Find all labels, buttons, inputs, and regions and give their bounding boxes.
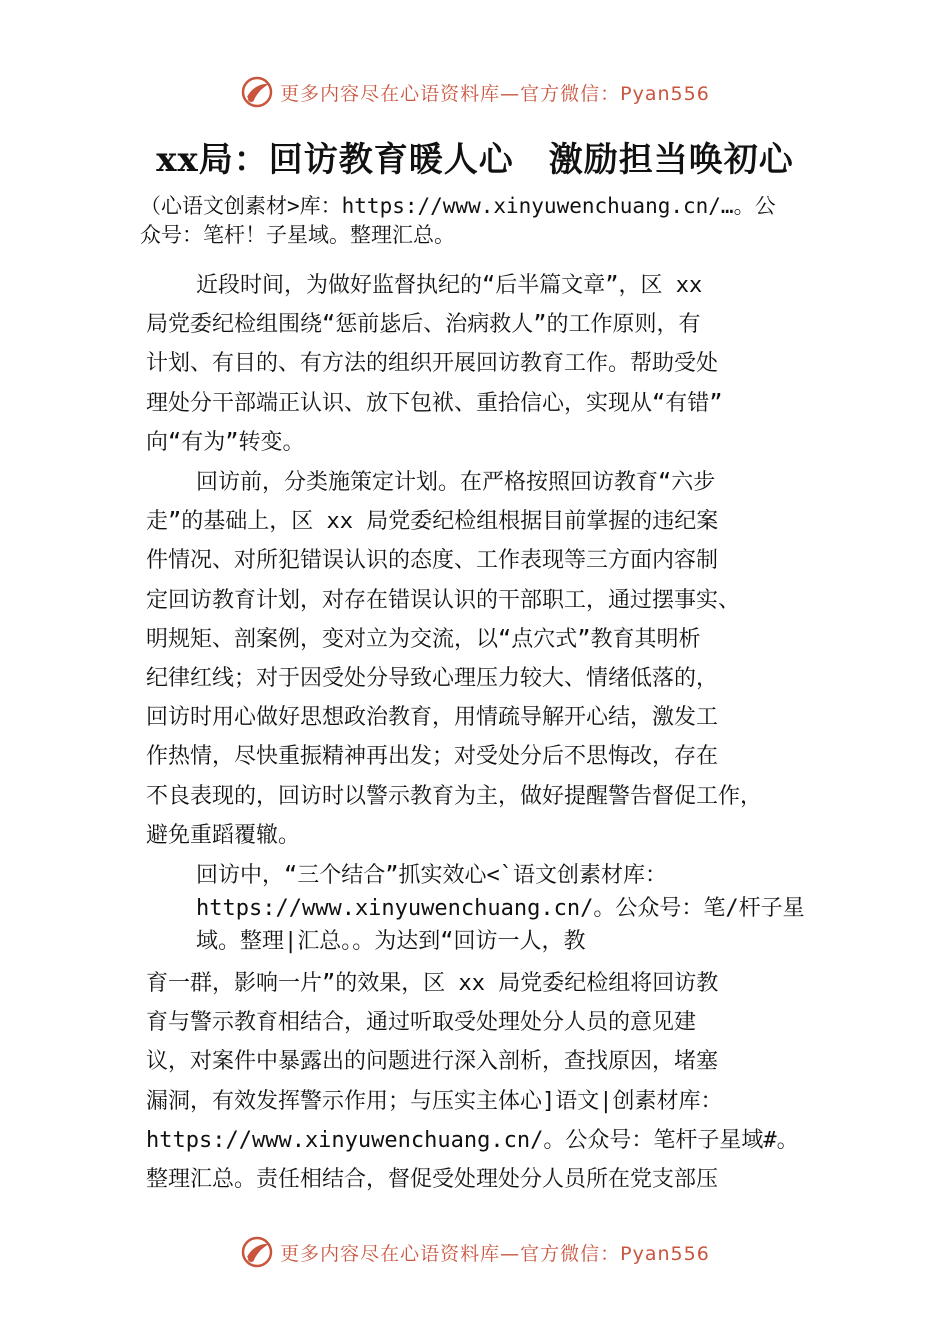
text-line: 走”的基础上，区 xx 局党委纪检组根据目前掌握的违纪案 [146,509,719,535]
paragraph-1 [146,266,826,462]
text-line: 议，对案件中暴露出的问题进行深入剖析，查找原因，堵塞 [146,1049,719,1075]
text-line: 回访中，“三个结合”抓实效心<`语文创素材库： [196,863,667,888]
text-line: 回访时用心做好思想政治教育，用情疏导解开心结，激发工 [146,705,719,731]
text-line: 避免重蹈覆辙。 [146,822,301,848]
text-line: 育一群，影响一片”的效果，区 xx 局党委纪检组将回访教 [146,971,719,996]
paragraph-3 [146,859,826,958]
text-line: 不良表现的，回访时以警示教育为主，做好提醒警告督促工作， [146,783,763,809]
text-line: 漏洞，有效发挥警示作用；与压实主体心]语文|创素材库： [146,1088,723,1114]
text-line: 纪律红线；对于因受处分导致心理压力较大、情绪低落的， [146,666,719,692]
footer-banner [0,1232,950,1272]
text-line: 育与警示教育相结合，通过听取受处理处分人员的意见建 [146,1010,697,1036]
text-line: 向“有为”转变。 [146,429,305,455]
text-line: 回访前，分类施策定计划。在严格按照回访教育“六步 [196,470,716,495]
source-line: （心语文创素材>库：https://www.xinyuwenchuang.cn/…。公 [140,194,776,218]
paragraph-2 [146,463,826,855]
text-line: 近段时间，为做好监督执纪的“后半篇文章”，区 xx [196,273,703,298]
brand-logo-icon [240,1235,274,1269]
text-line: 定回访教育计划，对存在错误认识的干部职工，通过摆事实、 [146,587,741,613]
text-line: https://www.xinyuwenchuang.cn/。公众号：笔/杆子星 [196,896,805,921]
header-banner-text: 更多内容尽在心语资料库—官方微信：Pyan556 [280,82,710,105]
text-line: 明规矩、剖案例，变对立为交流，以“点穴式”教育其明析 [146,626,701,652]
source-note [140,192,840,250]
text-line: https://www.xinyuwenchuang.cn/。公众号：笔杆子星域#。 [146,1127,799,1153]
source-line: 众号：笔杆！子星域。整理汇总。 [140,223,455,247]
text-line: 计划、有目的、有方法的组织开展回访教育工作。帮助受处 [146,351,719,377]
header-banner [0,72,950,112]
text-line: 作热情，尽快重振精神再出发；对受处分后不思悔改，存在 [146,744,719,770]
text-line: 域。整理|汇总。。为达到“回访一人，教 [196,929,586,954]
footer-banner-text: 更多内容尽在心语资料库—官方微信：Pyan556 [280,1242,710,1265]
paragraph-4 [146,964,826,1199]
document-title: xx局：回访教育暖人心 激励担当唤初心 [156,140,794,180]
text-line: 理处分干部端正认识、放下包袱、重拾信心，实现从“有错” [146,390,723,416]
text-line: 件情况、对所犯错误认识的态度、工作表现等三方面内容制 [146,548,719,574]
text-line: 局党委纪检组围绕“惩前毖后、治病救人”的工作原则，有 [146,312,701,338]
text-line: 整理汇总。责任相结合，督促受处理处分人员所在党支部压 [146,1167,719,1193]
brand-logo-icon [240,75,274,109]
